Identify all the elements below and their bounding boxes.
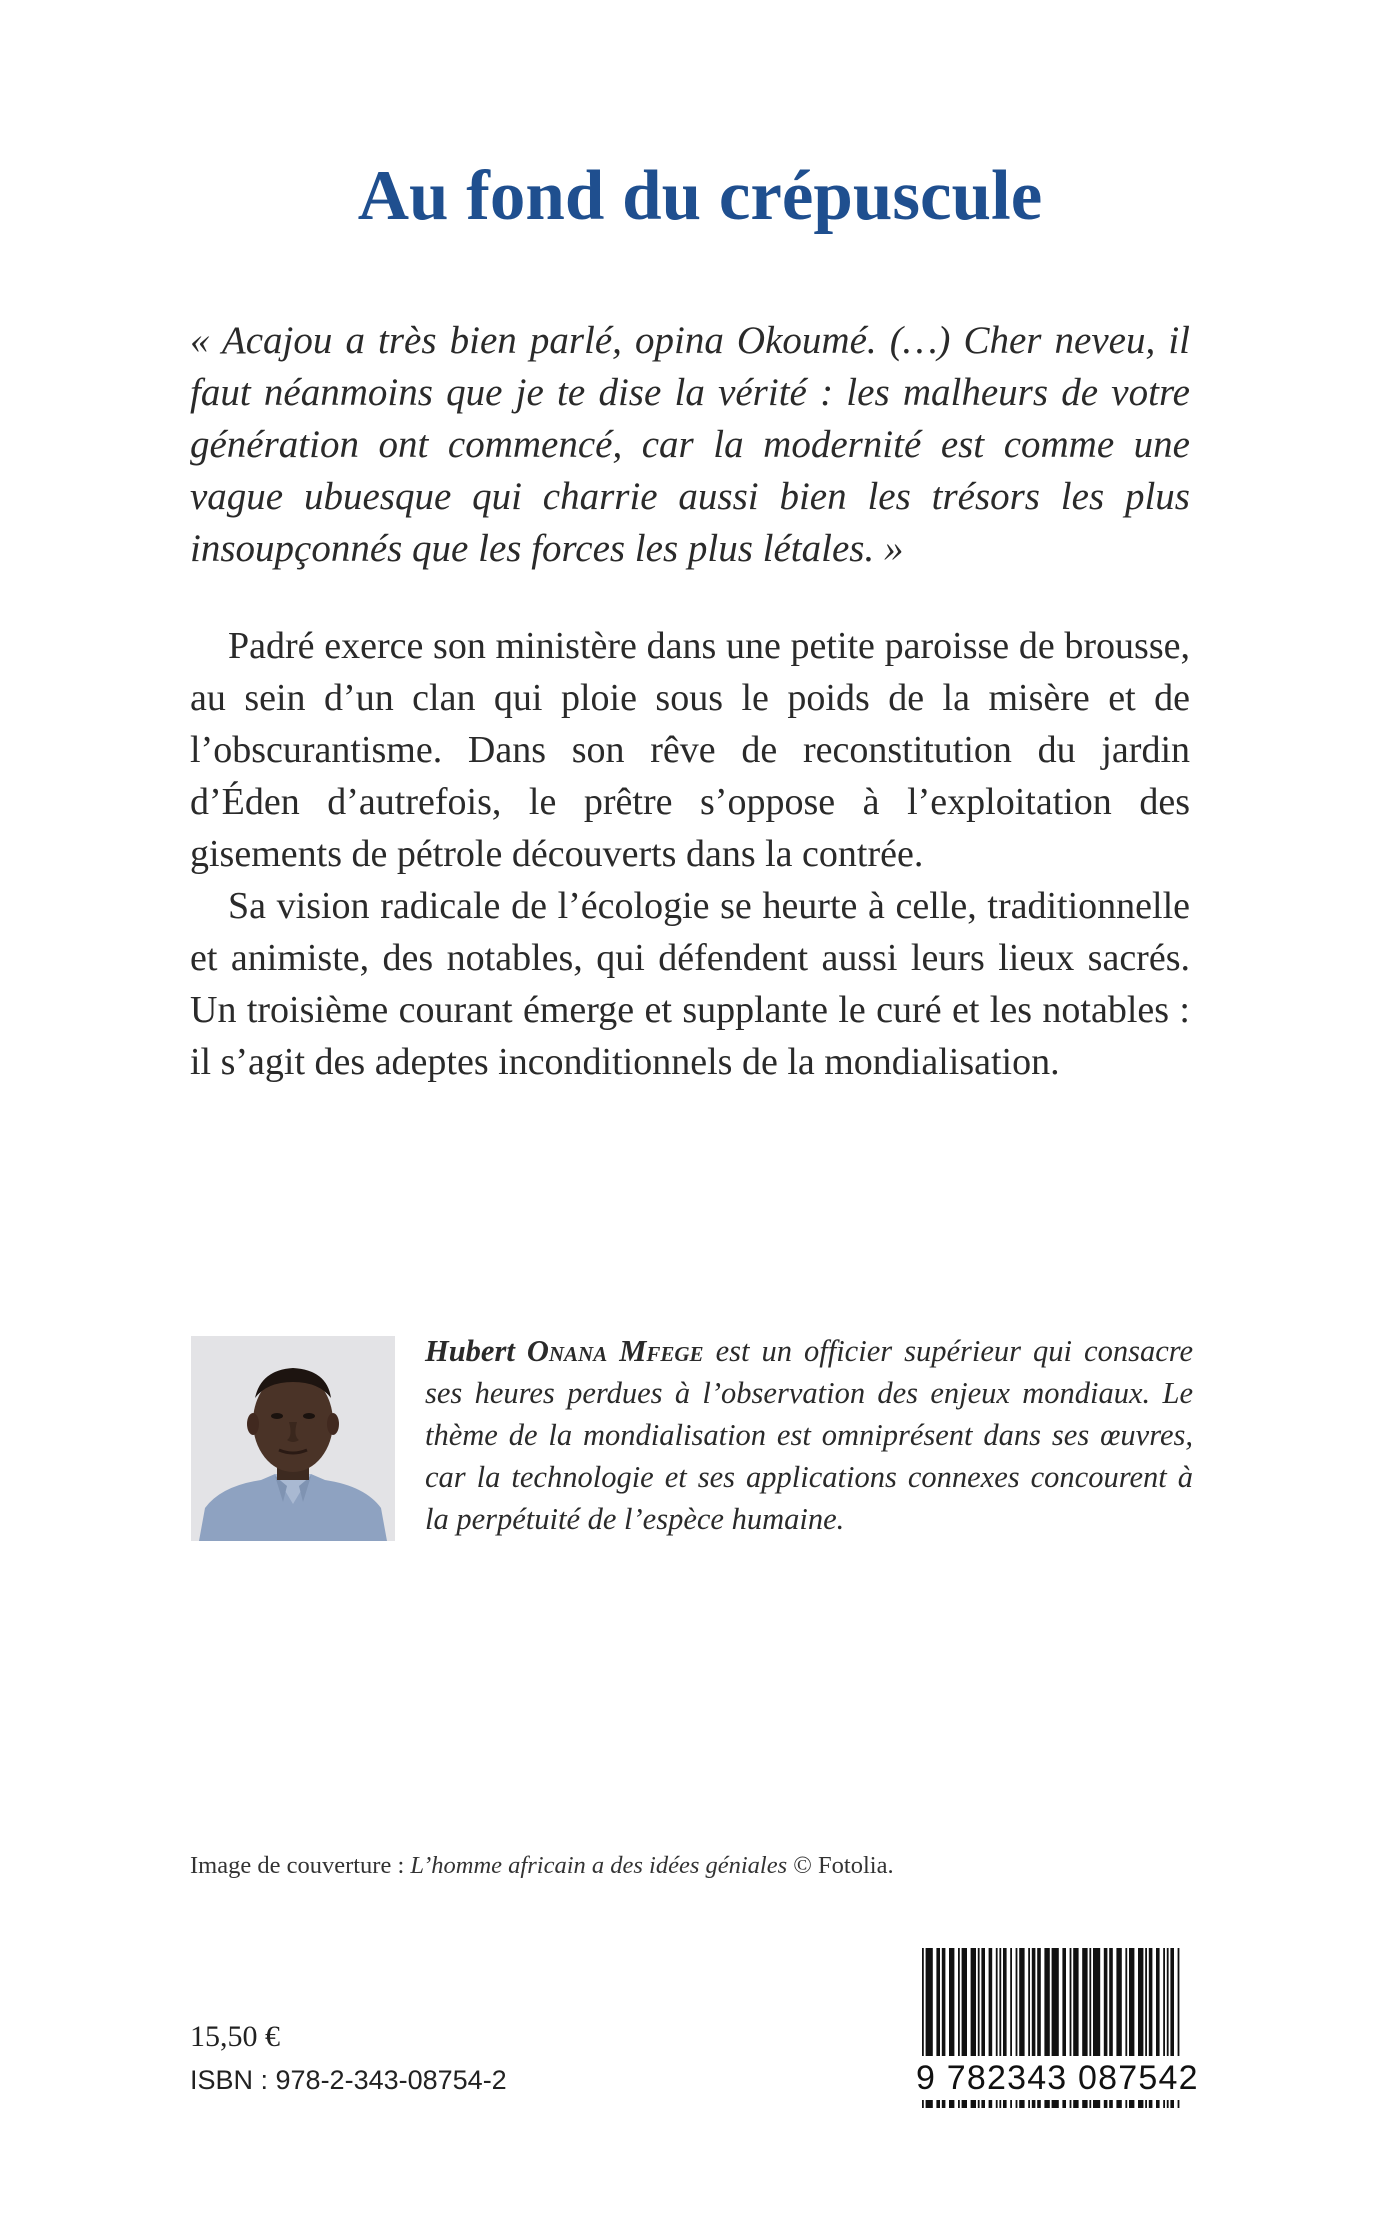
- credit-prefix: Image de couverture :: [190, 1852, 411, 1879]
- author-last-name: Onana Mfege: [526, 1334, 704, 1368]
- author-bio-text: est un officier supérieur qui consacre ses heures perdues à l’observation des enjeux mondiaux. Le thème de la mondialisation est omniprésent dans ses œuvres, car la technologie et ses applications connexes concourent à la perpétuité de l’espèce humaine.: [425, 1334, 1194, 1536]
- book-quote: « Acajou a très bien parlé, opina Okoumé. (…) Cher neveu, il faut néanmoins que je te dise la vérité : les malheurs de votre génération ont commencé, car la modernité est comme une vague ubuesque qui charrie aussi bien les trésors les plus insoupçonnés que les forces les plus létales. »: [190, 319, 1190, 570]
- author-portrait-icon: [191, 1336, 395, 1541]
- synopsis-paragraph: Sa vision radicale de l’écologie se heurte à celle, traditionnelle et animiste, des notables, qui défendent aussi leurs lieux sacrés. Un troisième courant émerge et supplante le curé et les notables : il s’agit des adeptes inconditionnels de la mondialisation.: [190, 885, 1190, 1083]
- author-first-name: Hubert: [425, 1334, 515, 1368]
- book-title: Au fond du crépuscule: [357, 156, 1043, 235]
- isbn: ISBN : 978-2-343-08754-2: [190, 2065, 507, 2095]
- synopsis-paragraph: Padré exerce son ministère dans une petite paroisse de brousse, au sein d’un clan qui ploie sous le poids de la misère et de l’obscurantisme. Dans son rêve de reconstitution du jardin d’Éden d’autrefois, le prêtre s’oppose à l’exploitation des gisements de pétrole découverts dans la contrée.: [190, 625, 1190, 875]
- author-bio: [425, 1330, 1193, 1540]
- credit-suffix: © Fotolia.: [787, 1852, 894, 1879]
- price: 15,50 €: [190, 2020, 280, 2053]
- barcode-digits: 9 782343 087542: [916, 2056, 1189, 2100]
- author-photo: [191, 1336, 395, 1541]
- credit-work: L’homme africain a des idées géniales: [410, 1852, 788, 1879]
- cover-credit: [190, 1850, 1190, 1882]
- synopsis: [190, 620, 1190, 1088]
